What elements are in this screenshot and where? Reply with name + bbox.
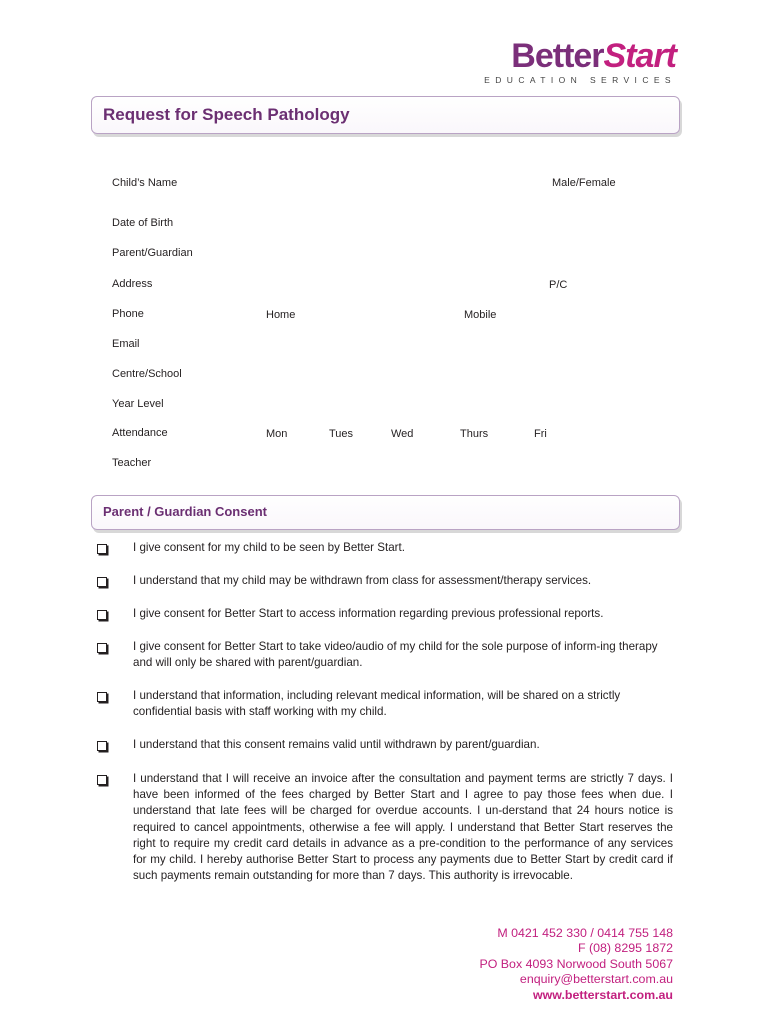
footer-po-box: PO Box 4093 Norwood South 5067 [479,956,673,971]
label-address: Address [112,278,153,290]
consent-checkbox-1[interactable] [97,544,107,554]
label-mobile: Mobile [464,309,497,321]
consent-item-3: I give consent for Better Start to access information regarding previous professional reports. [133,607,604,620]
label-year-level: Year Level [112,398,164,410]
logo-brand [511,38,676,74]
consent-checkbox-2[interactable] [97,577,107,587]
consent-item-5: I understand that information, including relevant medical information, will be shared on a strictly confidential basis with staff working with my child. [133,689,621,719]
page-title: Request for Speech Pathology [103,105,350,124]
footer-email[interactable]: enquiry@betterstart.com.au [519,972,673,987]
consent-title: Parent / Guardian Consent [103,504,267,519]
consent-checkbox-3[interactable] [97,610,107,620]
attendance-day-tues: Tues [329,428,354,440]
consent-item-6: I understand that this consent remains valid until withdrawn by parent/guardian. [133,738,540,751]
attendance-day-thurs: Thurs [460,428,489,440]
consent-item-4: I give consent for Better Start to take video/audio of my child for the sole purpose of inform-ing therapy and will only be shared with parent/guardian. [133,640,658,670]
label-date-of-birth: Date of Birth [112,217,174,229]
footer-website[interactable]: www.betterstart.com.au [533,987,673,1002]
label-phone: Phone [112,308,144,320]
label-attendance: Attendance [112,427,168,439]
consent-checkbox-7[interactable] [97,775,107,785]
label-centre-school: Centre/School [112,368,182,380]
label-home: Home [266,309,296,321]
footer-phone: M 0421 452 330 / 0414 755 148 [497,926,673,940]
request-header-box [91,96,680,134]
attendance-day-mon: Mon [266,428,288,440]
label-parent-guardian: Parent/Guardian [112,247,193,259]
attendance-day-fri: Fri [534,428,547,440]
consent-item-7: I understand that I will receive an invoice after the consultation and payment terms are strictly 7 days. I have been informed of the fees charged by Better Start and I agree to pay those fees when due. I understand that late fees will be charged for overdue accounts. I un-derstand that 24 hours notice is required to cancel appointments, otherwise a fee will apply. I understand that Better Start reserves the right to require my credit card details in advance as a pre-condition to the performance of any services for my child. I hereby authorise Better Start to process any payments due to Better Start by credit card if such payments remain outstanding for more than 7 days. This authority is irrevocable. [133,772,673,883]
logo-brand-start: Start [603,37,676,75]
logo-brand-better: Better [511,37,604,75]
consent-checkbox-6[interactable] [97,741,107,751]
consent-checkbox-4[interactable] [97,643,107,653]
consent-item-2: I understand that my child may be withdrawn from class for assessment/therapy services. [133,574,592,587]
consent-checkbox-5[interactable] [97,692,107,702]
company-logo [486,38,676,88]
consent-header-box [91,495,680,530]
contact-footer [479,926,673,1003]
footer-fax: F (08) 8295 1872 [577,941,673,956]
label-postcode: P/C [549,279,568,291]
logo-tagline: EDUCATION SERVICES [484,75,676,85]
consent-item-1: I give consent for my child to be seen by Better Start. [133,541,405,554]
attendance-day-wed: Wed [391,428,414,440]
label-email: Email [112,338,140,350]
label-teacher: Teacher [112,457,152,469]
label-childs-name: Child’s Name [112,177,178,189]
label-gender: Male/Female [552,177,616,189]
